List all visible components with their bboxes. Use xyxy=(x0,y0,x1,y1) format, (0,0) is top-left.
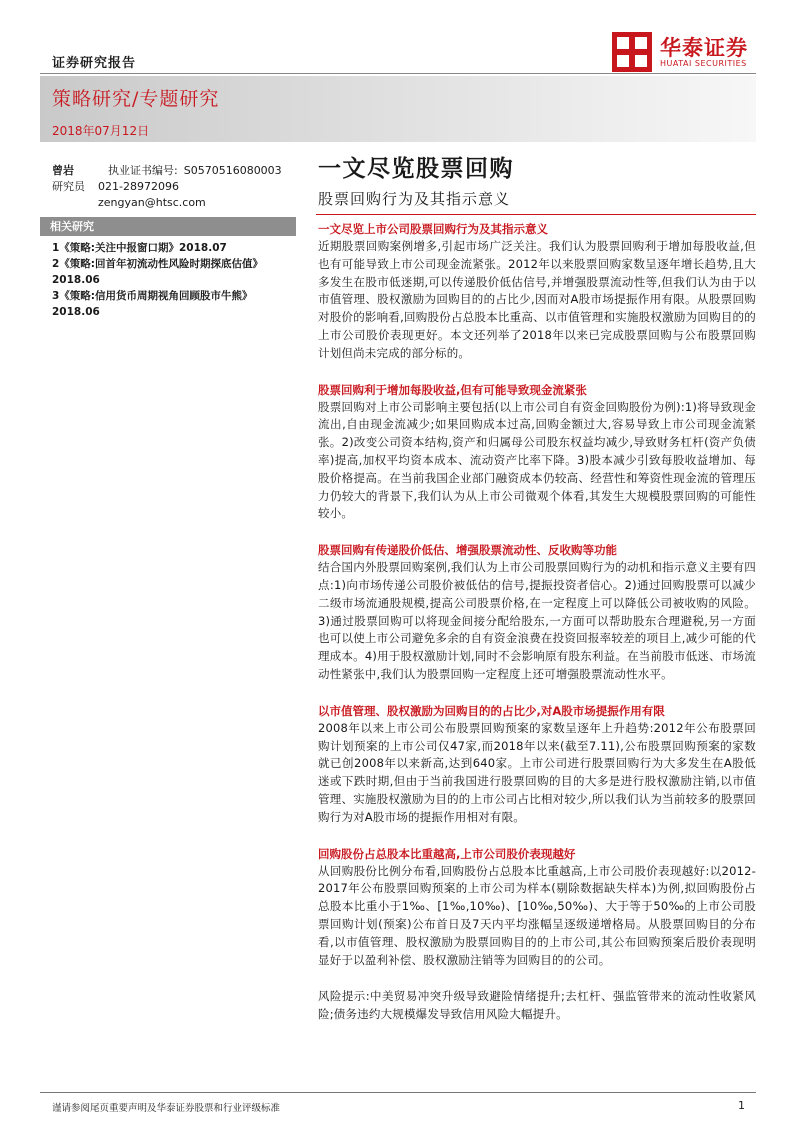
logo-chinese-name: 华泰证券 xyxy=(660,36,748,60)
header-divider xyxy=(40,73,756,74)
risk-warning: 风险提示:中美贸易冲突升级导致避险情绪提升;去杠杆、强监管带来的流动性收紧风险;债务违约大规模爆发导致信用风险大幅提升。 xyxy=(318,989,756,1022)
huatai-logo-mark-icon xyxy=(612,32,652,72)
related-research-heading: 相关研究 xyxy=(40,217,296,236)
huatai-logo xyxy=(612,32,760,74)
report-type-label: 证券研究报告 xyxy=(52,56,137,71)
section-body: 股票回购对上市公司影响主要包括(以上市公司自有资金回购股份为例):1)将导致现金流出,自由现金流减少;如果回购成本过高,回购金额过大,容易导致上市公司现金流紧张。2)改变公司资本结构,资产和归属母公司股东权益均减少,导致财务杠杆(资产负债率)提高,加权平均资本成本、流动资产比率下降。3)股本减少引致每股收益增加、每股价格提高。在当前我国企业部门融资成本仍较高、经营性和筹资性现金流的管理压力仍较大的背景下,我们认为从上市公司微观个体看,其发生大规模股票回购的可能性较小。 xyxy=(318,399,756,521)
section-heading: 一文尽览上市公司股票回购行为及其指示意义 xyxy=(318,222,548,236)
related-item[interactable]: 3《策略:信用货币周期视角回顾股市牛熊》2018.06 xyxy=(52,290,253,318)
logo-english-name: HUATAI SECURITIES xyxy=(660,59,747,68)
title-divider xyxy=(316,214,756,215)
analyst-email[interactable]: zengyan@htsc.com xyxy=(98,196,206,209)
analyst-role: 研究员 xyxy=(52,180,85,193)
section-body: 结合国内外股票回购案例,我们认为上市公司股票回购行为的动机和指示意义主要有四点:1)向市场传递公司股价被低估的信号,提振投资者信心。2)通过回购股票可以减少二级市场流通股规模,提高公司股票价格,在一定程度上可以降低公司被收购的风险。3)通过股票回购可以将现金间接分配给股东,一方面可以帮助股东合理避税,另一方面也可以使上市公司避免多余的自有资金浪费在投资回报率较差的项目上,减少可能的代理成本。4)用于股权激励计划,同时不会影响原有股东利益。在当前股市低迷、市场流动性紧张中,我们认为股票回购一定程度上还可增强股票流动性水平。 xyxy=(318,560,756,681)
analyst-phone: 021-28972096 xyxy=(98,180,179,193)
section-heading: 以市值管理、股权激励为回购目的的占比少,对A股市场提振作用有限 xyxy=(318,703,665,718)
related-item[interactable]: 1《策略:关注中报窗口期》2018.07 xyxy=(52,242,227,254)
section-heading: 股票回购有传递股价低估、增强股票流动性、反收购等功能 xyxy=(318,543,617,558)
cert-label: 执业证书编号: xyxy=(108,164,178,177)
page-number: 1 xyxy=(738,1099,745,1112)
related-item[interactable]: 2《策略:回首年初流动性风险时期探底估值》2018.06 xyxy=(52,258,264,286)
footer-divider xyxy=(40,1092,756,1093)
report-title: 一文尽览股票回购 xyxy=(318,155,514,182)
related-research xyxy=(40,217,296,320)
section-heading: 回购股份占总股本比重越高,上市公司股价表现越好 xyxy=(318,846,576,861)
footer-disclaimer: 谨请参阅尾页重要声明及华泰证券股票和行业评级标准 xyxy=(52,1103,281,1114)
section-body: 从回购股份比例分布看,回购股份占总股本比重越高,上市公司股价表现越好:以2012-2017年公布股票回购预案的上市公司为样本(剔除数据缺失样本)为例,拟回购股份占总股本比重小于1‰、[1‰,10‰)、[10‰,50‰)、大于等于50‰的上市公司股票回购计划(预案)公布首日及7天内平均涨幅呈逐级递增格局。从股票回购目的分布看,以市值管理、股权激励为股票回购目的的上市公司,其公布回购预案后股价表现明显好于以盈利补偿、股权激励注销等为回购目的的公司。 xyxy=(318,863,756,967)
report-date: 2018年07月12日 xyxy=(52,124,150,138)
section-heading: 股票回购利于增加每股收益,但有可能导致现金流紧张 xyxy=(318,382,587,397)
analyst-info xyxy=(52,163,302,211)
summary-content xyxy=(318,221,756,1024)
report-subtitle: 股票回购行为及其指示意义 xyxy=(318,190,511,208)
cert-number: S0570516080003 xyxy=(183,164,282,177)
analyst-name: 曾岩 xyxy=(52,164,74,177)
section-body: 近期股票回购案例增多,引起市场广泛关注。我们认为股票回购利于增加每股收益,但也有可能导致上市公司现金流紧张。2012年以来股票回购家数呈逐年增长趋势,且大多发生在股市低迷期,可以传递股价低估信号,并增强股票流动性等,但我们认为由于以市值管理、股权激励为回购目的的占比少,因而对A股市场提振作用有限。从股票回购对股价的影响看,回购股份占总股本比重高、以市值管理和实施股权激励为回购目的的上市公司股价表现更好。本文还列举了2018年以来已完成股票回购与公布股票回购计划但尚未完成的部分标的。 xyxy=(318,239,756,360)
report-category: 策略研究/专题研究 xyxy=(52,88,220,110)
section-body: 2008年以来上市公司公布股票回购预案的家数呈逐年上升趋势:2012年公布股票回购计划预案的上市公司仅47家,而2018年以来(截至7.11),公布股票回购预案的家数就已创2008年以来新高,达到640家。上市公司进行股票回购行为大多发生在A股低迷或下跌时期,但由于当前我国进行股票回购的目的大多是进行股权激励注销,以市值管理、实施股权激励为目的的上市公司占比相对较少,所以我们认为当前较多的股票回购行为对A股市场的提振作用相对有限。 xyxy=(318,720,756,824)
